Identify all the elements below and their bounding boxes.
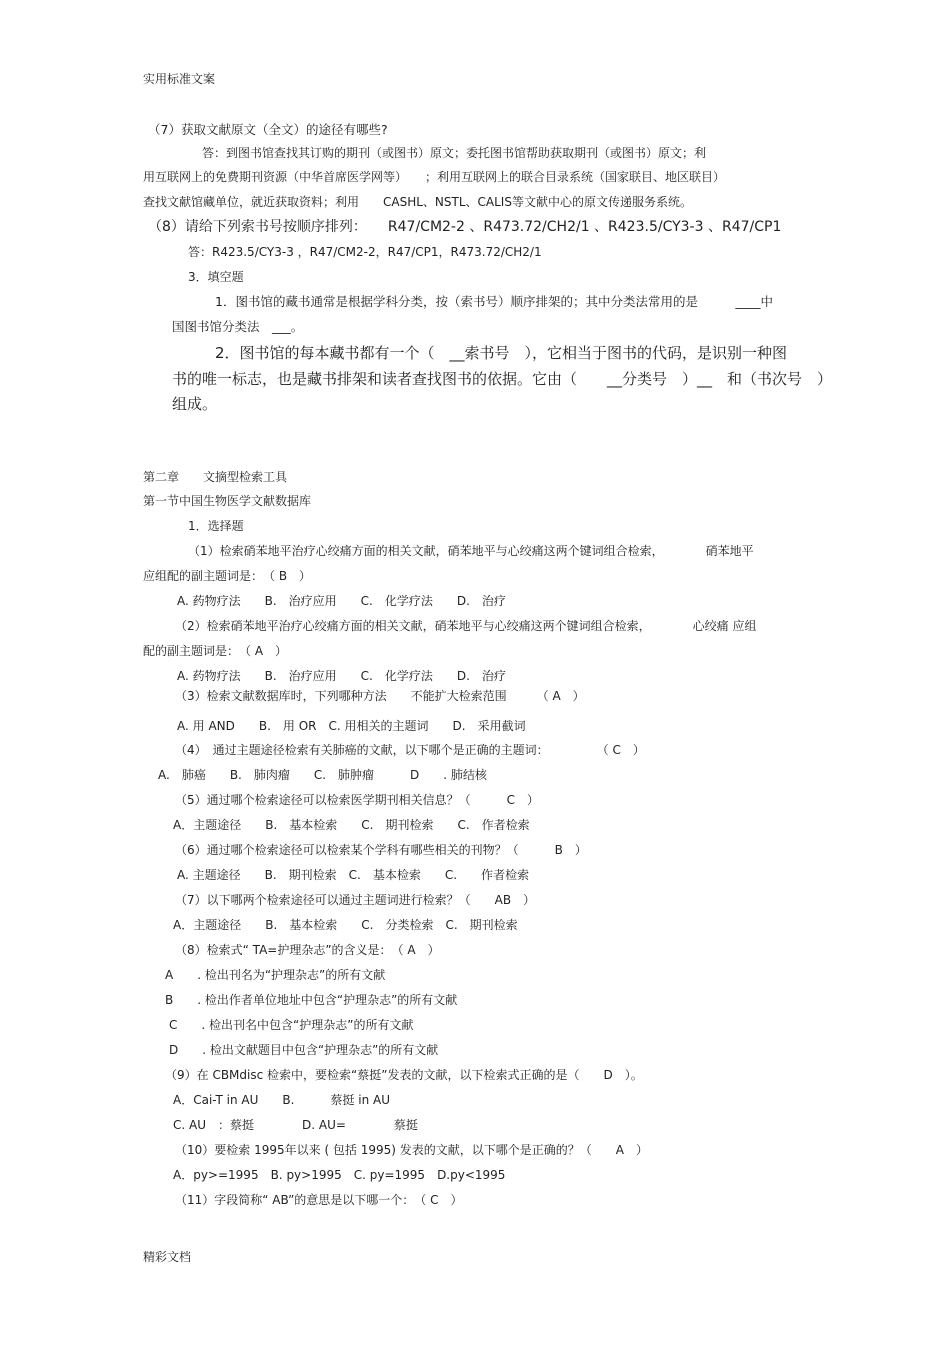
q7: （7）以下哪两个检索途径可以通过主题词进行检索？（ AB ）	[175, 893, 536, 907]
q9-options-cd: C. AU ：蔡挺 D. AU= 蔡挺	[173, 1118, 418, 1132]
section-choice: 1．选择题	[188, 519, 244, 533]
q6: （6）通过哪个检索途径可以检索某个学科有哪些相关的刊物？（ B ）	[175, 843, 587, 857]
page-header: 实用标准文案	[143, 72, 216, 86]
answer-7-line-3: 查找文献馆藏单位，就近获取资料；利用 CASHL、NSTL、CALIS等文献中心的原文传递服务系统。	[143, 195, 692, 209]
q6-options: A. 主题途径 B. 期刊检索 C. 基本检索 C. 作者检索	[177, 868, 530, 882]
q2-line-2: 配的副主题词是： （ A ）	[143, 644, 288, 658]
q1-line-2: 应组配的副主题词是： （ B ）	[143, 569, 312, 583]
q5: （5）通过哪个检索途径可以检索医学期刊相关信息？（ C ）	[175, 793, 540, 807]
fill-1-line-2: 国图书馆分类法 ___。	[172, 319, 304, 334]
q9-options-ab: A．Cai-T in AU B. 蔡挺 in AU	[173, 1093, 391, 1107]
fill-2-line-3: 组成。	[172, 395, 218, 413]
q3-options: A. 用 AND B. 用 OR C. 用相关的主题词 D. 采用截词	[177, 719, 526, 733]
section-fill-in: 3．填空题	[188, 270, 244, 284]
q8-option-c: C . 检出刊名中包含“护理杂志”的所有文献	[169, 1018, 414, 1032]
q1-options: A. 药物疗法 B. 治疗应用 C. 化学疗法 D. 治疗	[177, 594, 506, 608]
answer-7-line-2: 用互联网上的免费期刊资源（中华首席医学网等） ；利用互联网上的联合目录系统（国家联目、地区联目）	[143, 170, 726, 184]
q8-option-d: D . 检出文献题目中包含“护理杂志”的所有文献	[169, 1043, 439, 1057]
question-7: （7）获取文献原文（全文）的途径有哪些?	[148, 122, 388, 137]
q10: （10）要检索 1995年以来 ( 包括 1995) 发表的文献，以下哪个是正确的？（ A ）	[175, 1143, 648, 1157]
q11: （11）字段简称“ AB”的意思是以下哪一个： （ C ）	[175, 1193, 463, 1207]
q2-line-1: （2）检索硝苯地平治疗心绞痛方面的相关文献，硝苯地平与心绞痛这两个键词组合检索， 心绞痛 应组	[175, 619, 757, 633]
q4: （4） 通过主题途径检索有关肺癌的文献，以下哪个是正确的主题词： （ C ）	[175, 743, 645, 757]
q7-options: A．主题途径 B. 基本检索 C. 分类检索 C. 期刊检索	[173, 918, 518, 932]
fill-2-line-2: 书的唯一标志，也是藏书排架和读者查找图书的依据。它由（ __分类号 ）__ 和（书次号 ）	[172, 370, 833, 388]
q3: （3）检索文献数据库时，下列哪种方法 不能扩大检索范围 （ A ）	[175, 689, 585, 703]
q1-line-1: （1）检索硝苯地平治疗心绞痛方面的相关文献，硝苯地平与心绞痛这两个键词组合检索， 硝苯地平	[188, 544, 754, 558]
fill-1-line-1: 1．图书馆的藏书通常是根据学科分类，按（索书号）顺序排架的；其中分类法常用的是 ____中	[215, 294, 773, 309]
q10-options: A．py>=1995 B. py>1995 C. py=1995 D.py<1995	[173, 1168, 506, 1182]
answer-7-line-1: 答：到图书馆查找其订购的期刊（或图书）原文；委托图书馆帮助获取期刊（或图书）原文；利	[202, 146, 707, 160]
answer-8: 答：R423.5/CY3-3 ，R47/CM2-2，R47/CP1，R473.72/CH2/1	[188, 245, 542, 259]
q2-options: A. 药物疗法 B. 治疗应用 C. 化学疗法 D. 治疗	[177, 669, 506, 683]
q8-option-b: B . 检出作者单位地址中包含“护理杂志”的所有文献	[165, 993, 458, 1007]
q8: （8）检索式“ TA=护理杂志”的含义是： （ A ）	[175, 943, 440, 957]
question-8: （8）请给下列索书号按顺序排列： R47/CM2-2 、R473.72/CH2/1 、R423.5/CY3-3 、R47/CP1	[148, 219, 782, 235]
section-title: 第一节中国生物医学文献数据库	[143, 494, 312, 508]
fill-2-line-1: 2．图书馆的每本藏书都有一个（ __索书号 ），它相当于图书的代码，是识别一种图	[215, 344, 788, 362]
chapter-title: 第二章 文摘型检索工具	[143, 470, 288, 484]
q4-options: A. 肺癌 B. 肺肉瘤 C. 肺肿瘤 D . 肺结核	[158, 768, 487, 782]
q9: （9）在 CBMdisc 检索中，要检索“蔡挺”发表的文献，以下检索式正确的是（ D ）。	[165, 1068, 643, 1082]
q5-options: A．主题途径 B. 基本检索 C. 期刊检索 C. 作者检索	[173, 818, 530, 832]
q8-option-a: A . 检出刊名为“护理杂志”的所有文献	[165, 968, 386, 982]
page-footer: 精彩文档	[143, 1250, 192, 1264]
